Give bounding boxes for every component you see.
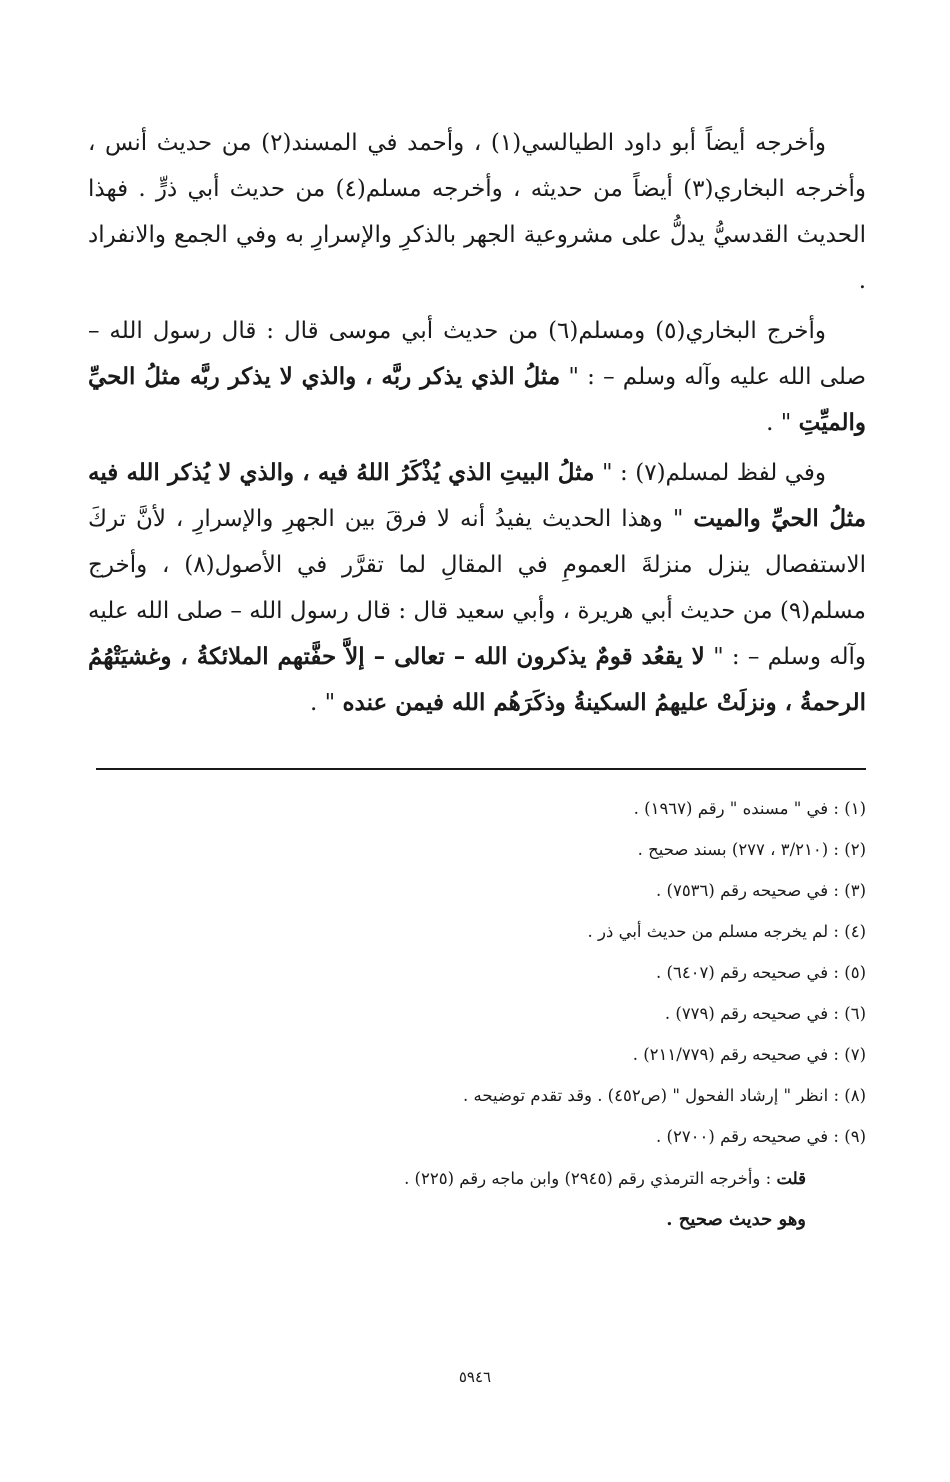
paragraph-2-end: " . (766, 410, 792, 436)
footnotes (150, 788, 866, 1157)
footnote-2: (٢) : (٣/٢١٠ ، ٢٧٧) بسند صحيح . (637, 840, 866, 859)
footnote-1: (١) : في " مسنده " رقم (١٩٦٧) . (633, 799, 866, 818)
footnote-5: (٥) : في صحيحه رقم (٦٤٠٧) . (656, 963, 866, 982)
paragraph-3-end: " . (309, 690, 336, 716)
paragraph-1: وأخرجه أيضاً أبو داود الطيالسي(١) ، وأحمد في المسند(٢) من حديث أنس ، وأخرجه البخاري(٣) أيضاً من حديثه ، وأخرجه مسلم(٤) من حديث أبي ذرٍّ . فهذا الحديث القدسيُّ يدلُّ على مشروعية الجهر بالذكرِ والإسرارِ به وفي الجمع والانفراد . (88, 130, 866, 294)
footnote-7: (٧) : في صحيحه رقم (٢١١/٧٧٩) . (632, 1045, 866, 1064)
paragraph-3-intro: وفي لفظ لمسلم(٧) : " (601, 460, 826, 486)
hadith-quote-2: مثلُ البيتِ الذي يُذْكَرُ اللهُ فيه ، والذي لا يُذكر الله فيه مثلُ الحيِّ والميت (88, 459, 867, 532)
page-number: ٥٩٤٦ (458, 1368, 492, 1386)
paragraph-2 (88, 308, 866, 446)
footnote-6: (٦) : في صحيحه رقم (٧٧٩) . (664, 1004, 866, 1023)
footnote-8: (٨) : انظر " إرشاد الفحول " (ص٤٥٢) . وقد تقدم توضيحه . (463, 1086, 866, 1105)
editor-note (150, 1158, 806, 1240)
editor-note-label: قلت (776, 1169, 806, 1188)
paragraph-3-middle: " وهذا الحديث يفيدُ أنه لا فرقَ بين الجهرِ والإسرارِ ، لأنَّ تركَ الاستفصال ينزل منزلةَ العمومِ في المقالِ لما تقرَّر في الأصول(٨) ، وأخرج مسلم(٩) من حديث أبي هريرة ، وأبي سعيد قال : قال رسول الله – صلى الله عليه وآله وسلم – : " (88, 506, 867, 670)
main-text (88, 120, 866, 726)
paragraph-3 (88, 450, 866, 726)
hadith-quote-1: مثلُ الذي يذكر ربَّه ، والذي لا يذكر ربَّه مثلُ الحيِّ والميِّتِ (88, 363, 866, 436)
footnote-3: (٣) : في صحيحه رقم (٧٥٣٦) . (656, 881, 866, 900)
editor-note-closing: وهو حديث صحيح . (666, 1209, 806, 1230)
hadith-quote-3: لا يقعُد قومٌ يذكرون الله – تعالى – إلاَّ حفَّتهم الملائكةُ ، وغشيَتْهُمُ الرحمةُ ، ونزلَتْ عليهمُ السكينةُ وذكَرَهُم الله فيمن عنده (88, 643, 866, 716)
editor-note-line (150, 1158, 806, 1199)
footnote-9: (٩) : في صحيحه رقم (٢٧٠٠) . (656, 1127, 866, 1146)
paragraph-2-intro: وأخرج البخاري(٥) ومسلم(٦) من حديث أبي موسى قال : قال رسول الله – صلى الله عليه وآله وسلم – : " (88, 318, 866, 390)
footnote-4: (٤) : لم يخرجه مسلم من حديث أبي ذر . (587, 922, 866, 941)
editor-note-text: : وأخرجه الترمذي رقم (٢٩٤٥) وابن ماجه رقم (٢٢٥) . (404, 1169, 772, 1188)
footnote-separator (96, 768, 866, 770)
